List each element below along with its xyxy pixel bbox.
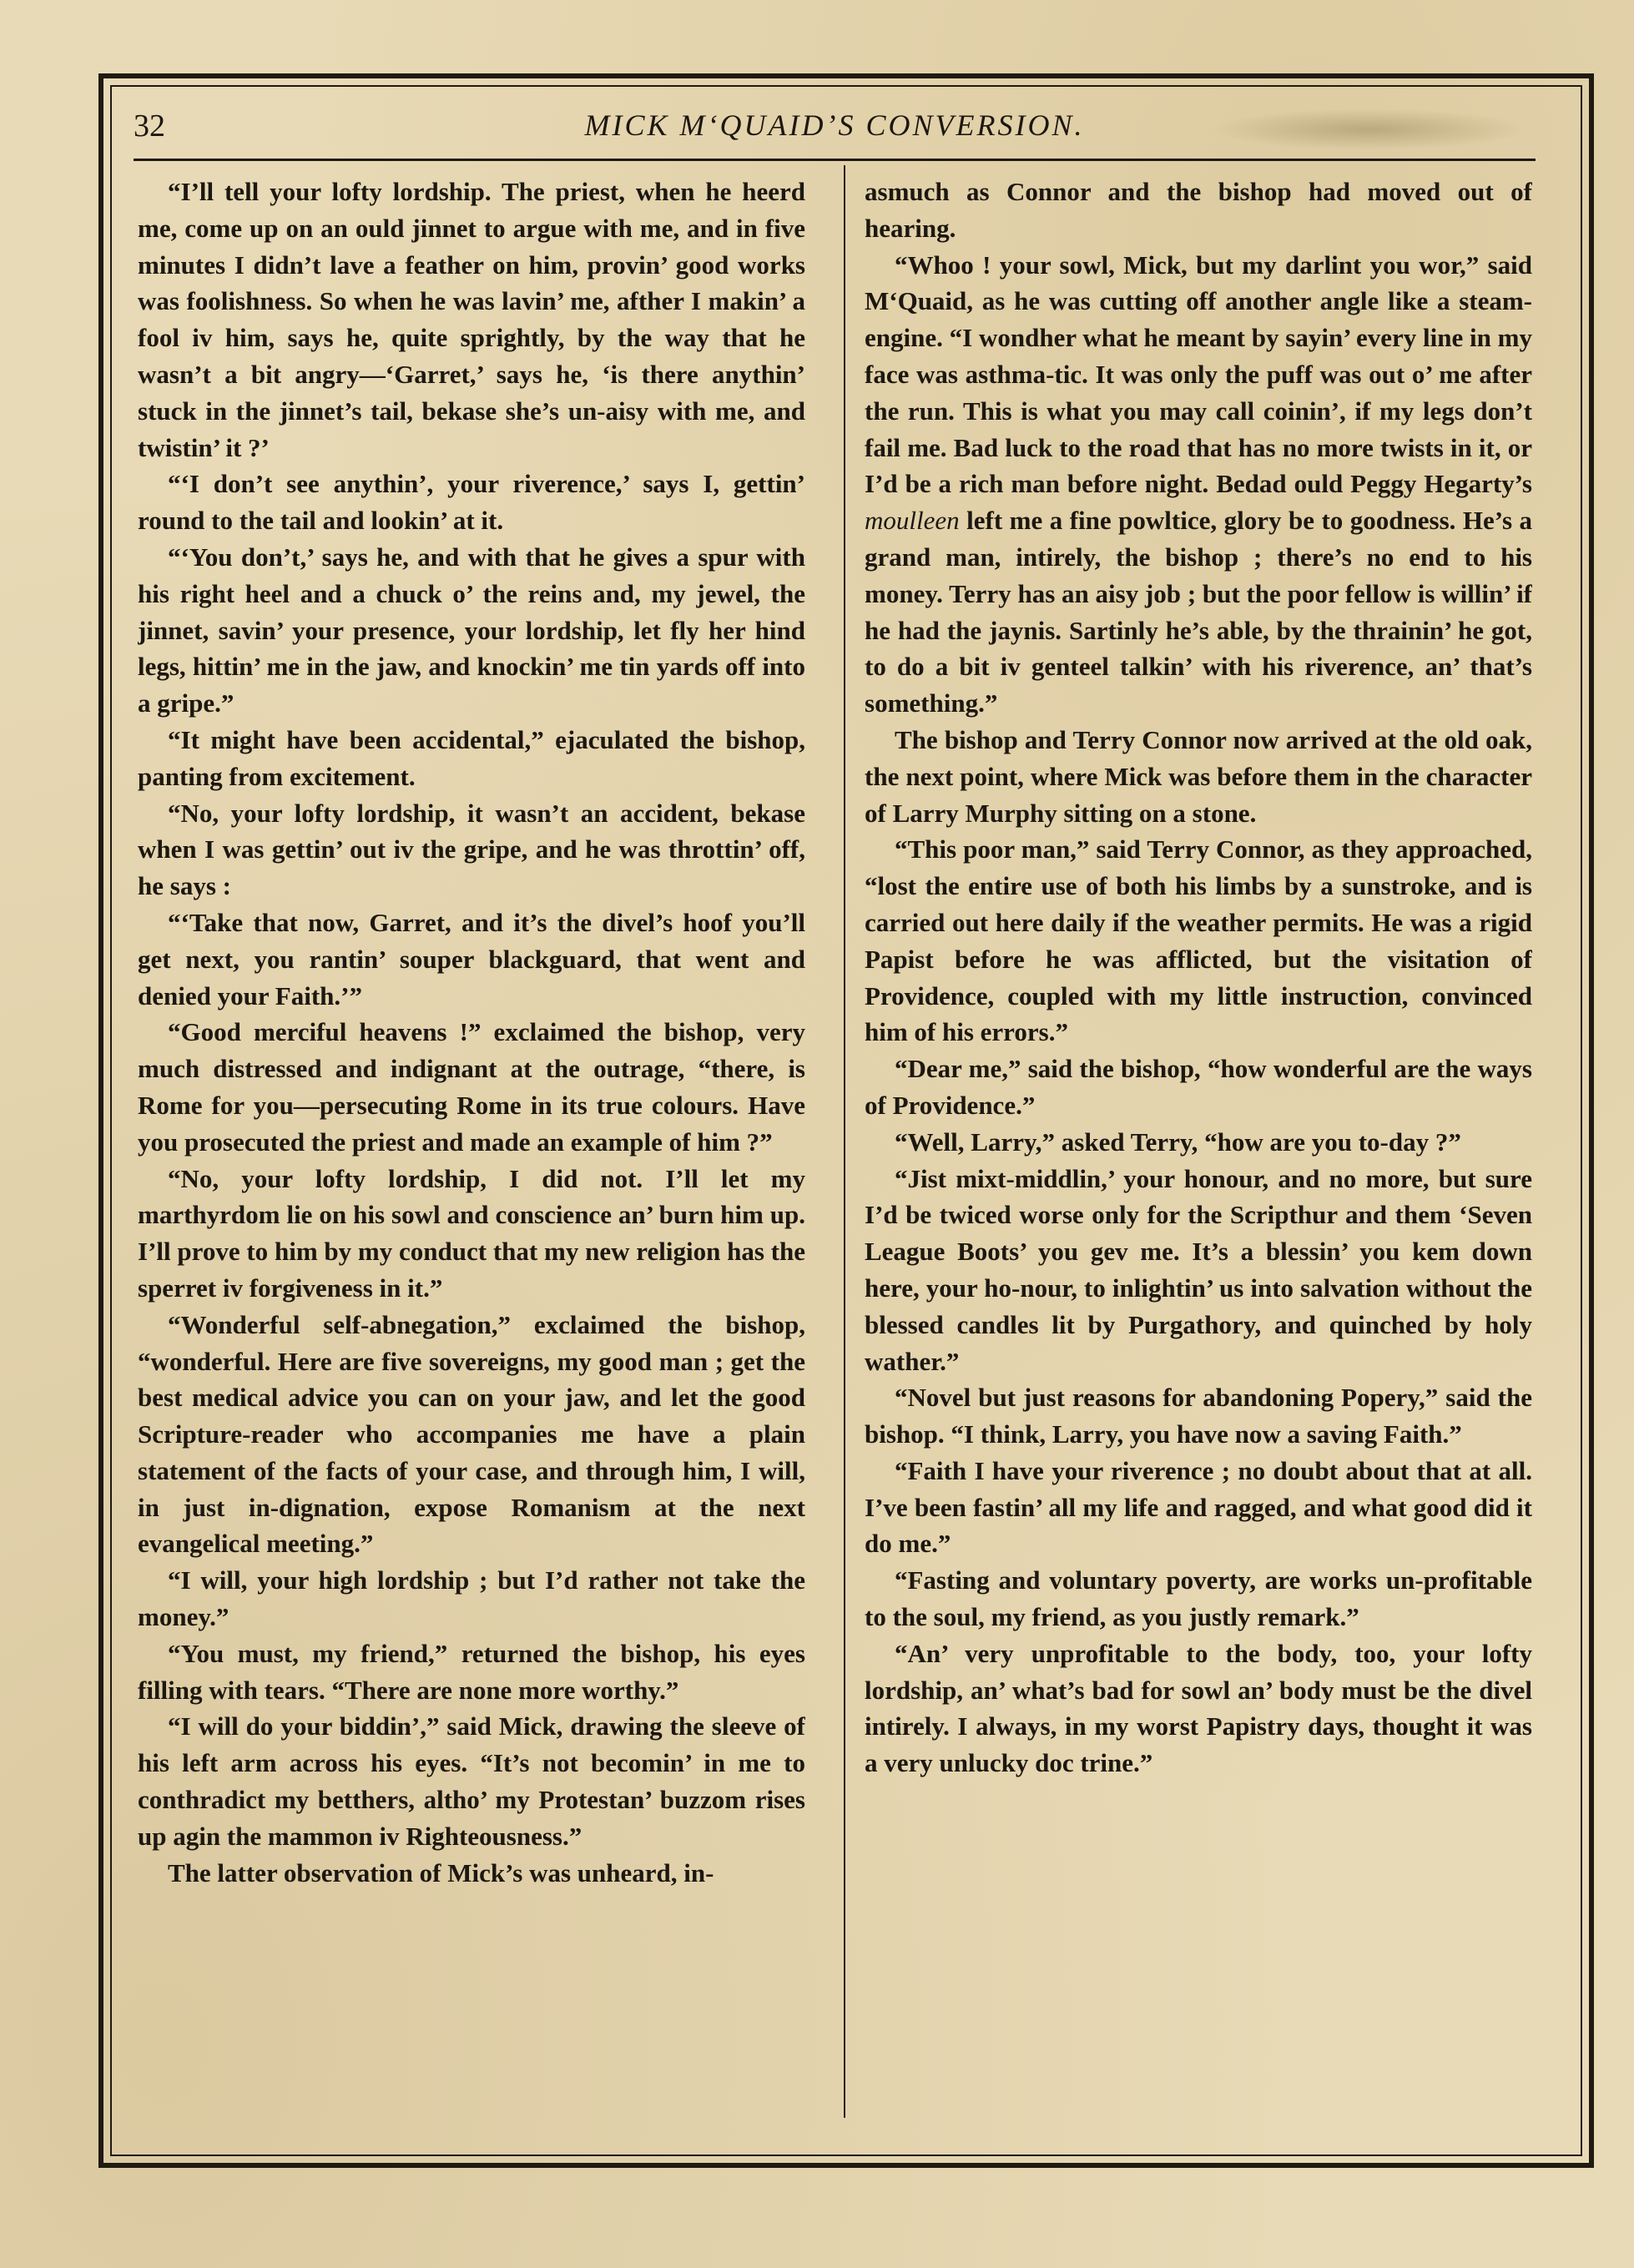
- paragraph: The latter observation of Mick’s was unheard, in-: [168, 1857, 714, 1887]
- paragraph: “Good merciful heavens !” exclaimed the bishop, very much distressed and indignant at the outrage, “there, is Rome for you—persecuting Rome in its true colours. Have you prosecuted the priest and made an example of him ?”: [138, 1017, 805, 1157]
- paragraph: “‘I don’t see anythin’, your riverence,’ says I, gettin’ round to the tail and lookin’ at it.: [138, 469, 805, 536]
- paragraph: “Dear me,” said the bishop, “how wonderful are the ways of Providence.”: [865, 1054, 1532, 1120]
- paragraph: “Fasting and voluntary poverty, are works un-profitable to the soul, my friend, as you justly remark.”: [865, 1565, 1532, 1632]
- page-number: 32: [134, 108, 165, 144]
- paragraph: “Faith I have your riverence ; no doubt about that at all. I’ve been fastin’ all my life and ragged, and what good did it do me.”: [865, 1455, 1532, 1559]
- paragraph: “‘You don’t,’ says he, and with that he gives a spur with his right heel and a chuck o’ the reins and, my jewel, the jinnet, savin’ your presence, your lordship, let fly her hind legs, hittin’ me in the jaw, and knockin’ me tin yards off into a gripe.”: [138, 542, 805, 718]
- column-divider: [844, 165, 845, 2118]
- paragraph: “You must, my friend,” returned the bishop, his eyes filling with tears. “There are none more worthy.”: [138, 1638, 805, 1705]
- paragraph: “Novel but just reasons for abandoning Popery,” said the bishop. “I think, Larry, you have now a saving Faith.”: [865, 1383, 1532, 1449]
- paragraph: “Well, Larry,” asked Terry, “how are you to-day ?”: [895, 1126, 1461, 1157]
- left-column: [138, 174, 805, 2118]
- paragraph: “Wonderful self-abnegation,” exclaimed the bishop, “wonderful. Here are five sovereigns, my good man ; get the best medical advice you can on your jaw, and let the good Scripture-reader who accompanies me have a plain statement of the facts of your case, and through him, I will, in just in-dignation, expose Romanism at the next evangelical meeting.”: [138, 1309, 805, 1559]
- paragraph: “An’ very unprofitable to the body, too, your lofty lordship, an’ what’s bad for sowl an’ body must be the divel intirely. I always, in my worst Papistry days, thought it was a very unlucky doc trine.”: [865, 1638, 1532, 1778]
- paragraph: “I’ll tell your lofty lordship. The priest, when he heerd me, come up on an ould jinnet to argue with me, and in five minutes I didn’t lave a feather on him, provin’ good works was foolishness. So when he was lavin’ me, afther I makin’ a fool iv him, says he, quite sprightly, by the way that he wasn’t a bit angry—‘Garret,’ says he, ‘is there anythin’ stuck in the jinnet’s tail, bekase she’s un-aisy with me, and twistin’ it ?’: [138, 177, 805, 462]
- paragraph-continued: asmuch as Connor and the bishop had moved out of hearing.: [865, 177, 1532, 243]
- paragraph: [865, 247, 1532, 722]
- paragraph: “‘Take that now, Garret, and it’s the divel’s hoof you’ll get next, you rantin’ souper blackguard, that went and denied your Faith.’”: [138, 907, 805, 1011]
- paragraph: “Jist mixt-middlin,’ your honour, and no more, but sure I’d be twiced worse only for the Scripthur and them ‘Seven League Boots’ you gev me. It’s a blessin’ you kem down here, your ho-nour, to inlightin’ us into salvation without the blessed candles lit by Purgathory, and quinched by holy wather.”: [865, 1163, 1532, 1376]
- right-column: [865, 174, 1532, 2118]
- paragraph-text: left me a fine powltice, glory be to goodness. He’s a grand man, intirely, the bishop ; there’s no end to his money. Terry has an aisy job ; but the poor fellow is willin’ if he had the jaynis. Sartinly he’s able, by the thrainin’ he got, to do a bit iv genteel talkin’ with his riverence, an’ that’s something.”: [865, 506, 1532, 718]
- header-rule: [134, 159, 1536, 161]
- page-header: [134, 104, 1536, 163]
- running-title: MICK M‘QUAID’S CONVERSION.: [584, 108, 1085, 142]
- paragraph: “No, your lofty lordship, I did not. I’ll let my marthyrdom lie on his sowl and conscience an’ burn him up. I’ll prove to him by my conduct that my new religion has the sperret iv forgiveness in it.”: [138, 1163, 805, 1303]
- paragraph: “This poor man,” said Terry Connor, as they approached, “lost the entire use of both his limbs by a sunstroke, and is carried out here daily if the weather permits. He was a rigid Papist before he was afflicted, but the visitation of Providence, coupled with my little instruction, convinced him of his errors.”: [865, 834, 1532, 1047]
- italic-word: moulleen: [865, 506, 960, 536]
- paragraph-text: “Whoo ! your sowl, Mick, but my darlint you wor,” said M‘Quaid, as he was cutting off another angle like a steam-engine. “I wondher what he meant by sayin’ every line in my face was asthma-tic. It was only the puff was out o’ me after the run. This is what you may call coinin’, if my legs don’t fail me. Bad luck to the road that has no more twists in it, or I’d be a rich man before night. Bedad ould Peggy Hegarty’s: [865, 249, 1532, 499]
- paragraph: “I will, your high lordship ; but I’d rather not take the money.”: [138, 1565, 805, 1632]
- paragraph: The bishop and Terry Connor now arrived at the old oak, the next point, where Mick was before them in the character of Larry Murphy sitting on a stone.: [865, 724, 1532, 828]
- paragraph: “I will do your biddin’,” said Mick, drawing the sleeve of his left arm across his eyes. “It’s not becomin’ in me to conthradict my betthers, altho’ my Protestan’ buzzom rises up agin the mammon iv Righteousness.”: [138, 1711, 805, 1851]
- paragraph: “It might have been accidental,” ejaculated the bishop, panting from excitement.: [138, 724, 805, 791]
- paragraph: “No, your lofty lordship, it wasn’t an accident, bekase when I was gettin’ out iv the gripe, and he was throttin’ off, he says :: [138, 798, 805, 901]
